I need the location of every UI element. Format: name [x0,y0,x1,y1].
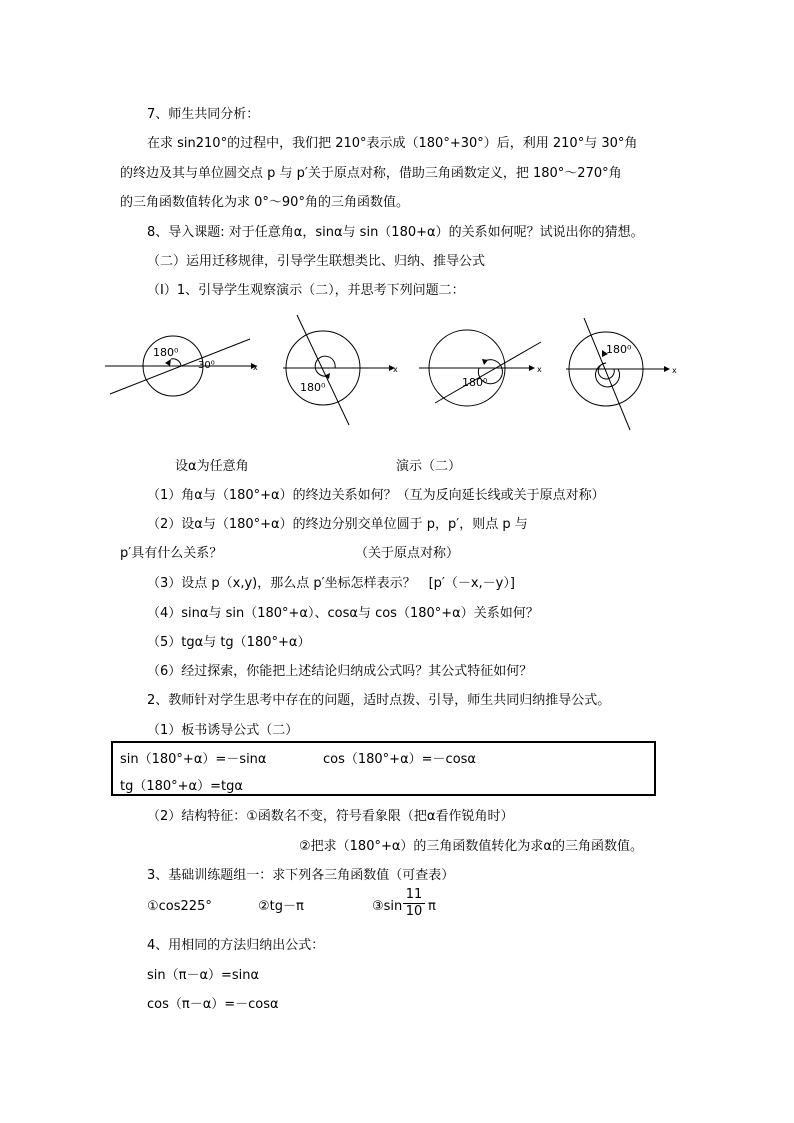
formula-tg: tg（180°+α）=tgα [120,779,243,794]
item-7-title: 7、师生共同分析： [147,107,260,122]
section-2-heading: （二）运用迁移规律，引导学生联想类比、归纳、推导公式 [147,254,486,269]
question-6: （6）经过探索，你能把上述结论归纳成公式吗？其公式特征如何？ [147,664,533,679]
step-2: 2、教师针对学生思考中存在的问题，适时点拨、引导，师生共同归纳推导公式。 [147,693,611,708]
item-7-line-1: 在求 sin210°的过程中，我们把 210°表示成（180°+30°）后，利用 210°与 30°角 [147,136,638,151]
formula-cos: cos（180°+α）=－cosα [323,752,476,767]
feature-2: ②把求（180°+α）的三角函数值转化为求α的三角函数值。 [299,839,643,854]
figure-4-diagram [566,318,686,433]
angle-label-180: 180⁰ [462,376,488,389]
formula-sin: sin（180°+α）=－sinα [120,752,267,767]
step-1: （Ⅰ）1、引导学生观察演示（二），并思考下列问题二： [147,283,465,298]
figure-3-diagram [419,323,559,413]
question-4: （4）sinα与 sin（180°+α）、cosα与 cos（180°+α）关系如何？ [147,606,539,621]
step-3: 3、基础训练题组一：求下列各三角函数值（可查表） [147,868,455,883]
question-3: （3）设点 p（x,y)，那么点 p′坐标怎样表示？ [p′（－x,－y）] [147,576,515,591]
axis-x-label: x [253,363,258,372]
caption-left: 设α为任意角 [175,459,249,474]
formula-pi-cos: cos（π－α）=－cosα [147,997,279,1012]
question-5: （5）tgα与 tg（180°+α） [147,635,311,650]
step-4: 4、用相同的方法归纳出公式： [147,938,325,953]
exercise-3-prefix: ③sin [372,899,403,914]
angle-label-180: 180⁰ [606,343,632,356]
fraction-numerator: 11 [403,887,425,904]
angle-label-180: 180⁰ [300,381,326,394]
item-7-line-2: 的终边及其与单位圆交点 p 与 p′关于原点对称，借助三角函数定义，把 180°～270°角 [120,166,622,181]
question-2-answer: （关于原点对称） [355,546,460,561]
angle-label-180: 180⁰ [153,346,179,359]
axis-x-label: x [537,365,542,374]
item-8: 8、导入课题: 对于任意角α，sinα与 sin（180+α）的关系如何呢？试说出你的猜想。 [147,225,644,240]
step-2-1: （1）板书诱导公式（二） [147,723,299,738]
feature-1: （2）结构特征：①函数名不变，符号看象限（把α看作锐角时） [147,809,514,824]
figure-1-diagram [103,328,263,408]
exercise-3-fraction [403,887,425,920]
question-2-line-2: p′具有什么关系？ [120,546,223,561]
caption-right: 演示（二） [396,459,462,474]
axis-x-label: x [672,366,677,375]
item-7-line-3: 的三角函数值转化为求 0°～90°角的三角函数值。 [120,195,409,210]
exercise-3-suffix: π [428,899,436,914]
angle-label-30: 30⁰ [198,360,215,371]
fraction-denominator: 10 [405,904,423,919]
question-2-line-1: （2）设α与（180°+α）的终边分别交单位圆于 p，p′，则点 p 与 [147,517,528,532]
formula-pi-sin: sin（π－α）=sinα [147,968,260,983]
axis-x-label: x [393,365,398,374]
question-1: （1）角α与（180°+α）的终边关系如何？（互为反向延长线或关于原点对称） [147,488,605,503]
exercise-1: ①cos225° [147,899,212,914]
figure-2-diagram [283,313,403,428]
exercise-2: ②tg－π [258,899,304,914]
